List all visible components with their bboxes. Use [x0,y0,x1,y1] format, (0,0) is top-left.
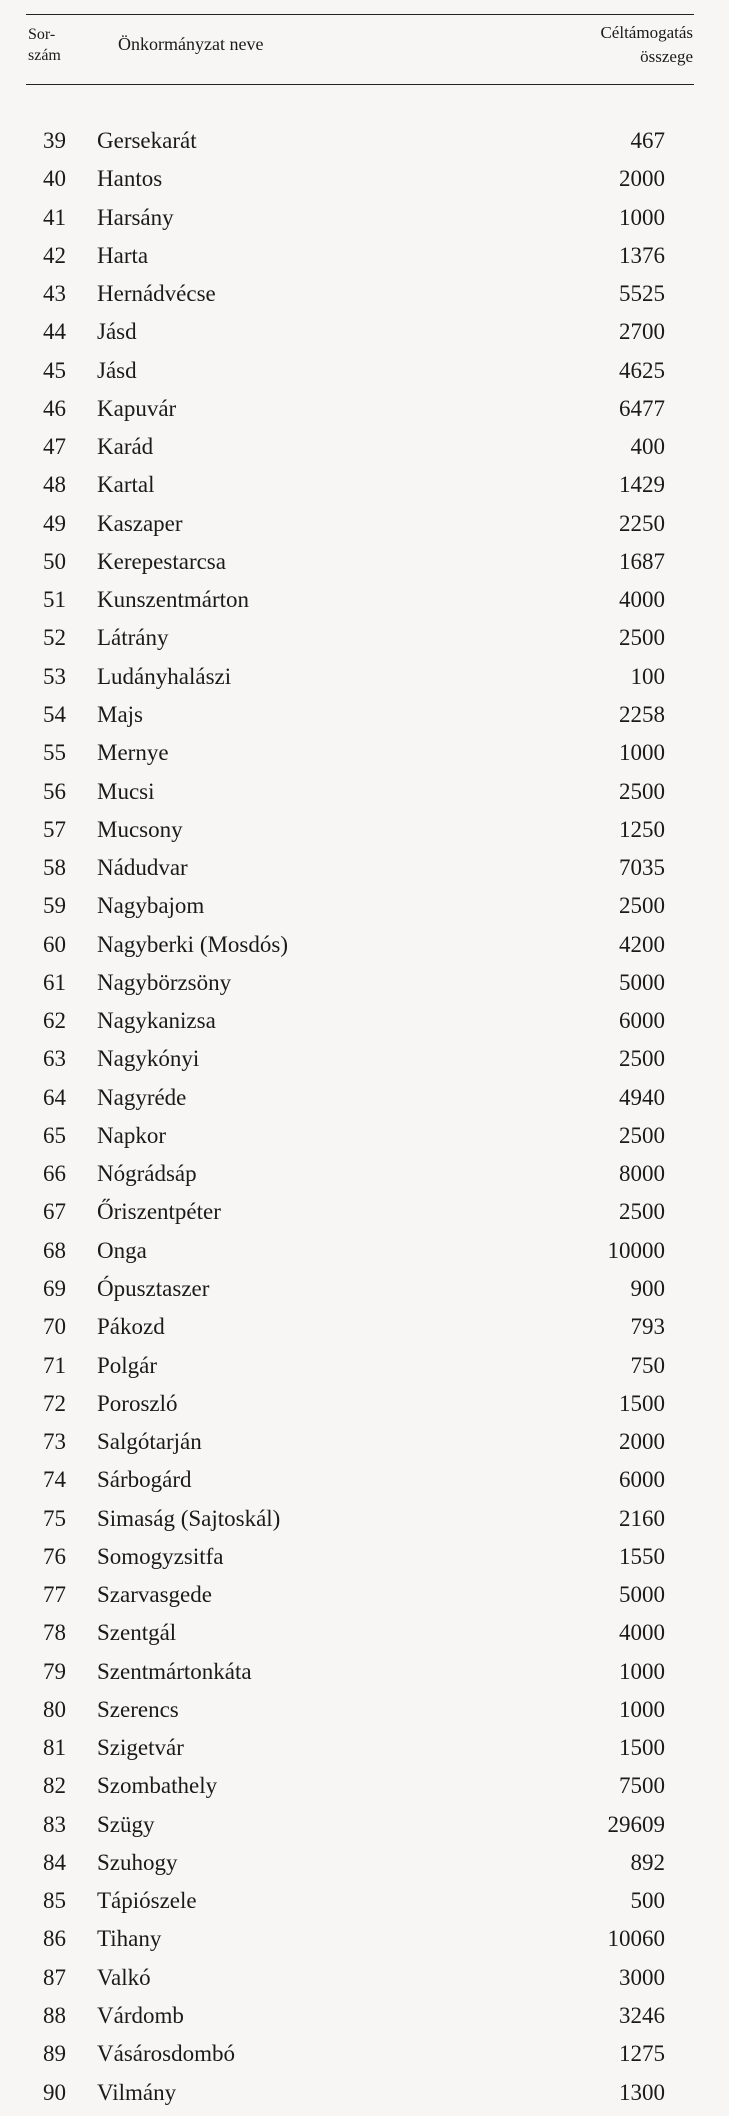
row-number: 74 [43,1467,66,1493]
table-row [0,1963,729,2001]
grant-amount: 8000 [619,1161,665,1187]
municipality-name: Kapuvár [97,395,177,421]
grant-amount: 400 [630,434,665,460]
grant-amount: 1000 [619,740,665,766]
header-grant-amount [600,21,693,69]
grant-amount: 29609 [607,1811,665,1837]
grant-amount: 4000 [619,1620,665,1646]
row-number: 70 [43,1314,66,1340]
row-number: 46 [43,395,66,421]
municipality-name: Simaság (Sajtoskál) [97,1505,281,1531]
municipality-name: Kartal [97,472,155,498]
grant-amount: 5000 [619,969,665,995]
municipality-name: Szentmártonkáta [97,1658,252,1684]
table-body [0,126,729,2116]
table-row [0,1159,729,1197]
table-row [0,1771,729,1809]
grant-amount: 5525 [619,281,665,307]
municipality-name: Szombathely [97,1773,218,1799]
row-number: 43 [43,281,66,307]
table-row [0,1465,729,1503]
municipality-name: Harsány [97,204,174,230]
row-number: 61 [43,969,66,995]
row-number: 48 [43,472,66,498]
grant-amount: 10060 [607,1926,665,1952]
municipality-name: Sárbogárd [97,1467,192,1493]
grant-amount: 6000 [619,1008,665,1034]
table-row [0,1274,729,1312]
table-row [0,1197,729,1235]
municipality-name: Tihany [97,1926,162,1952]
header-amount-line1: Céltámogatás [600,23,693,42]
row-number: 75 [43,1505,66,1531]
grant-amount: 2250 [619,510,665,536]
grant-amount: 2000 [619,1429,665,1455]
table-row [0,1044,729,1082]
municipality-name: Nógrádsáp [97,1161,197,1187]
table-row [0,968,729,1006]
table-row [0,1542,729,1580]
row-number: 76 [43,1543,66,1569]
row-number: 58 [43,855,66,881]
municipality-name: Mernye [97,740,169,766]
municipality-name: Kaszaper [97,510,183,536]
row-number: 88 [43,2003,66,2029]
grant-amount: 1500 [619,1735,665,1761]
municipality-name: Poroszló [97,1390,178,1416]
table-row [0,2001,729,2039]
row-number: 69 [43,1275,66,1301]
grant-amount: 1500 [619,1390,665,1416]
municipality-name: Szentgál [97,1620,177,1646]
municipality-name: Szuhogy [97,1849,178,1875]
table-row [0,1504,729,1542]
grant-amount: 1000 [619,204,665,230]
table-row [0,930,729,968]
row-number: 56 [43,778,66,804]
grant-amount: 6477 [619,395,665,421]
table-row [0,1427,729,1465]
municipality-name: Onga [97,1237,147,1263]
grant-amount: 3000 [619,1964,665,1990]
municipality-name: Szigetvár [97,1735,184,1761]
row-number: 57 [43,816,66,842]
table-row [0,585,729,623]
municipality-name: Látrány [97,625,169,651]
municipality-name: Polgár [97,1352,158,1378]
row-number: 90 [43,2079,66,2105]
table-row [0,738,729,776]
row-number: 71 [43,1352,66,1378]
table-row [0,203,729,241]
table-row [0,126,729,164]
table-row [0,164,729,202]
row-number: 85 [43,1888,66,1914]
row-number: 49 [43,510,66,536]
municipality-name: Mucsony [97,816,183,842]
row-number: 78 [43,1620,66,1646]
row-number: 86 [43,1926,66,1952]
municipality-name: Jásd [97,357,137,383]
grant-amount: 2500 [619,1046,665,1072]
grant-amount: 1376 [619,242,665,268]
grant-amount: 900 [630,1275,665,1301]
grant-amount: 892 [630,1849,665,1875]
row-number: 47 [43,434,66,460]
table-row [0,853,729,891]
grant-amount: 1300 [619,2079,665,2105]
grant-amount: 2700 [619,319,665,345]
row-number: 65 [43,1122,66,1148]
table-row [0,547,729,585]
municipality-name: Nagyberki (Mosdós) [97,931,288,957]
row-number: 84 [43,1849,66,1875]
row-number: 79 [43,1658,66,1684]
row-number: 80 [43,1696,66,1722]
grant-amount: 1550 [619,1543,665,1569]
row-number: 73 [43,1429,66,1455]
header-municipality-name: Önkormányzat neve [118,34,264,54]
row-number: 67 [43,1199,66,1225]
grant-amount: 500 [630,1888,665,1914]
row-number: 63 [43,1046,66,1072]
header-serial-number [28,24,61,66]
table-row [0,1695,729,1733]
table-row [0,1580,729,1618]
table-row [0,1312,729,1350]
municipality-name: Őriszentpéter [97,1199,221,1225]
grant-amount: 4940 [619,1084,665,1110]
row-number: 82 [43,1773,66,1799]
grant-amount: 467 [630,128,665,153]
municipality-name: Somogyzsitfa [97,1543,224,1569]
municipality-name: Salgótarján [97,1429,202,1455]
municipality-name: Harta [97,242,149,268]
table-row [0,279,729,317]
municipality-name: Várdomb [97,2003,184,2029]
table-row [0,1886,729,1924]
grant-amount: 7500 [619,1773,665,1799]
header-serial-line2: szám [28,47,61,64]
table-row [0,1121,729,1159]
table-row [0,317,729,355]
municipality-name: Szerencs [97,1696,179,1722]
table-row [0,470,729,508]
municipality-name: Nagybajom [97,893,205,919]
table-row [0,241,729,279]
table-row [0,1733,729,1771]
table-row [0,1351,729,1389]
row-number: 51 [43,587,66,613]
row-number: 55 [43,740,66,766]
table-row [0,2039,729,2077]
table-row [0,662,729,700]
row-number: 89 [43,2041,66,2067]
municipality-name: Ópusztaszer [97,1275,210,1301]
row-number: 59 [43,893,66,919]
municipality-name: Nádudvar [97,855,188,881]
grant-amount: 100 [630,663,665,689]
table-row [0,1236,729,1274]
row-number: 72 [43,1390,66,1416]
row-number: 54 [43,701,66,727]
table-header-rule [26,84,694,85]
municipality-name: Nagykónyi [97,1046,200,1072]
table-row [0,891,729,929]
municipality-name: Nagykanizsa [97,1008,216,1034]
grant-amount: 1687 [619,548,665,574]
row-number: 50 [43,548,66,574]
municipality-name: Tápiószele [97,1888,197,1914]
municipality-name: Pákozd [97,1314,165,1340]
grant-amount: 2500 [619,1199,665,1225]
municipality-name: Valkó [97,1964,151,1990]
grant-amount: 2160 [619,1505,665,1531]
municipality-name: Szarvasgede [97,1582,212,1608]
grant-amount: 1000 [619,1696,665,1722]
grant-amount: 4000 [619,587,665,613]
grant-amount: 1275 [619,2041,665,2067]
grant-amount: 2500 [619,625,665,651]
table-row [0,1810,729,1848]
table-row [0,432,729,470]
table-row [0,1657,729,1695]
municipality-name: Kerepestarcsa [97,548,226,574]
grant-amount: 2500 [619,893,665,919]
row-number: 77 [43,1582,66,1608]
grant-amount: 1250 [619,816,665,842]
municipality-name: Szügy [97,1811,155,1837]
table-row [0,1006,729,1044]
header-amount-line2: összege [640,47,693,66]
municipality-name: Ludányhalászi [97,663,232,689]
municipality-name: Vásárosdombó [97,2041,235,2067]
table-row [0,2078,729,2116]
grant-amount: 2500 [619,1122,665,1148]
row-number: 39 [43,128,66,153]
table-row [0,509,729,547]
grant-amount: 4625 [619,357,665,383]
row-number: 41 [43,204,66,230]
row-number: 81 [43,1735,66,1761]
row-number: 53 [43,663,66,689]
grant-amount: 5000 [619,1582,665,1608]
municipality-name: Vilmány [97,2079,177,2105]
grant-amount: 10000 [607,1237,665,1263]
table-row [0,356,729,394]
table-row [0,777,729,815]
row-number: 64 [43,1084,66,1110]
table-row [0,1924,729,1962]
row-number: 52 [43,625,66,651]
grant-amount: 6000 [619,1467,665,1493]
table-row [0,623,729,661]
table-top-rule [26,14,694,15]
row-number: 62 [43,1008,66,1034]
grant-amount: 1429 [619,472,665,498]
row-number: 44 [43,319,66,345]
municipality-name: Napkor [97,1122,166,1148]
table-row [0,1389,729,1427]
municipality-name: Karád [97,434,154,460]
municipality-name: Hernádvécse [97,281,216,307]
grant-amount: 2000 [619,166,665,192]
header-serial-line1: Sor- [28,26,56,43]
grant-amount: 2500 [619,778,665,804]
row-number: 83 [43,1811,66,1837]
grant-amount: 7035 [619,855,665,881]
municipality-name: Jásd [97,319,137,345]
table-row [0,1083,729,1121]
row-number: 66 [43,1161,66,1187]
row-number: 60 [43,931,66,957]
table-row [0,700,729,738]
municipality-name: Nagyréde [97,1084,187,1110]
grant-amount: 2258 [619,701,665,727]
municipality-name: Mucsi [97,778,155,804]
row-number: 45 [43,357,66,383]
grant-amount: 3246 [619,2003,665,2029]
grant-amount: 793 [630,1314,665,1340]
table-row [0,394,729,432]
municipality-name: Gersekarát [97,128,197,153]
table-row [0,815,729,853]
table-row [0,1618,729,1656]
row-number: 40 [43,166,66,192]
grant-amount: 1000 [619,1658,665,1684]
municipality-name: Majs [97,701,143,727]
row-number: 68 [43,1237,66,1263]
grant-amount: 4200 [619,931,665,957]
municipality-name: Nagybörzsöny [97,969,232,995]
row-number: 87 [43,1964,66,1990]
grant-amount: 750 [630,1352,665,1378]
table-row [0,1848,729,1886]
row-number: 42 [43,242,66,268]
municipality-name: Hantos [97,166,163,192]
municipality-name: Kunszentmárton [97,587,250,613]
